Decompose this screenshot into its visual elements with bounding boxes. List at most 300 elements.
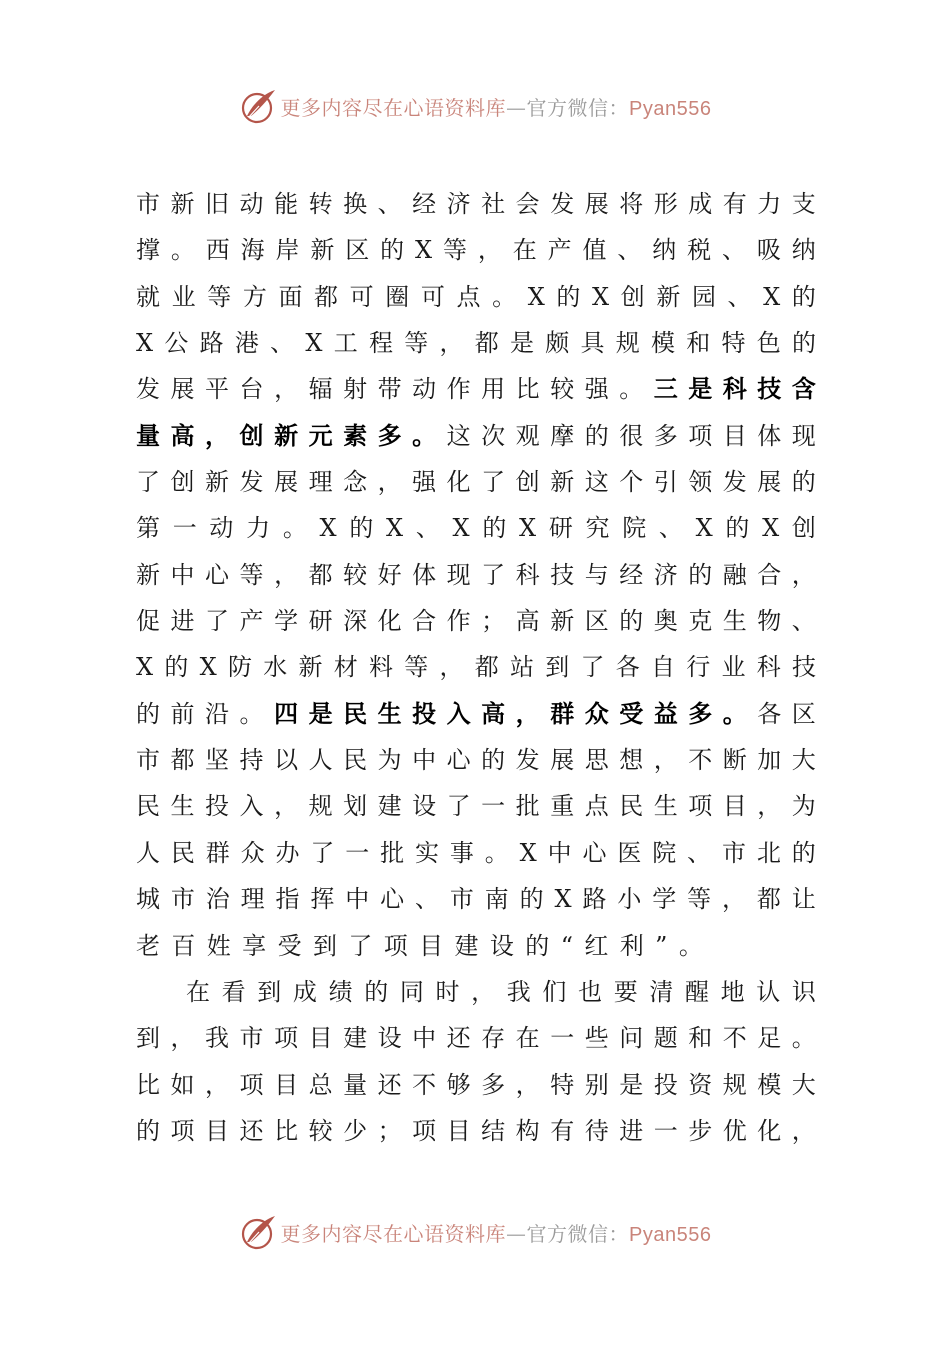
text-char: 持 xyxy=(239,746,264,775)
text-char: 业 xyxy=(721,653,746,682)
text-char: 融 xyxy=(722,560,747,589)
text-char: 进 xyxy=(170,607,195,636)
text-char: 加 xyxy=(757,746,782,775)
text-char: 心 xyxy=(446,746,471,775)
text-char: 还 xyxy=(446,1024,471,1053)
text-char: 受 xyxy=(619,698,644,728)
text-char: 海 xyxy=(240,236,265,265)
text-line xyxy=(136,830,816,876)
text-char: 可 xyxy=(420,282,445,311)
text-char: 观 xyxy=(515,421,540,450)
text-char: 特 xyxy=(721,329,746,358)
text-char: 实 xyxy=(415,838,439,867)
text-char: 、 xyxy=(617,236,642,265)
text-char: 会 xyxy=(515,190,540,218)
text-char: 路 xyxy=(582,885,607,914)
text-char: 等 xyxy=(404,329,429,358)
text-char: 医 xyxy=(617,838,642,867)
text-char: X xyxy=(519,838,537,867)
text-char: 项 xyxy=(274,1024,299,1053)
text-char: 投 xyxy=(205,792,230,821)
text-char: 。 xyxy=(484,838,509,867)
text-char: 的 xyxy=(519,885,544,914)
text-char: “ xyxy=(560,931,573,960)
text-line xyxy=(136,783,816,829)
text-char: 心 xyxy=(582,838,607,867)
text-char: 了 xyxy=(310,838,335,867)
text-char: 心 xyxy=(380,885,405,914)
text-char: 的 xyxy=(349,514,374,543)
text-char: 目 xyxy=(308,1024,333,1053)
text-char: 创 xyxy=(170,468,195,497)
text-char: 看 xyxy=(221,977,246,1006)
text-char: 展 xyxy=(757,468,782,497)
text-line xyxy=(136,227,816,273)
text-char: 理 xyxy=(308,468,333,497)
text-char: 发 xyxy=(239,468,264,497)
document-body xyxy=(136,181,816,1154)
text-char: 体 xyxy=(757,421,782,450)
text-char: 岸 xyxy=(275,236,300,265)
text-char: 研 xyxy=(548,514,573,543)
text-char: X xyxy=(763,282,781,311)
text-char: 城 xyxy=(136,885,160,914)
text-char: 形 xyxy=(653,190,678,218)
text-char: 设 xyxy=(489,931,514,960)
text-char: 识 xyxy=(791,977,816,1006)
watermark-text xyxy=(281,1218,712,1247)
text-char: 问 xyxy=(619,1024,644,1053)
text-char: 一 xyxy=(481,792,506,821)
text-char: ， xyxy=(653,746,678,775)
text-char: 都 xyxy=(170,746,195,775)
text-char: 院 xyxy=(622,514,647,543)
text-char: 领 xyxy=(688,468,713,497)
text-char: 小 xyxy=(617,885,642,914)
text-char: 入 xyxy=(239,792,264,821)
text-char: 税 xyxy=(687,236,712,265)
text-char: 批 xyxy=(380,838,405,867)
text-char: 够 xyxy=(446,1070,471,1099)
text-char: 还 xyxy=(239,1116,264,1145)
text-char: 济 xyxy=(653,560,678,589)
text-char: 、 xyxy=(687,838,712,867)
text-char: 等 xyxy=(207,282,232,311)
text-char: 高 xyxy=(515,607,540,636)
text-char: 市 xyxy=(239,1024,264,1053)
text-char: 新 xyxy=(550,468,575,497)
text-char: 在 xyxy=(186,977,210,1006)
text-char: X xyxy=(695,514,713,543)
text-char: 公 xyxy=(164,329,189,358)
text-char: 进 xyxy=(619,1116,644,1145)
watermark-wechat-id: Pyan556 xyxy=(629,97,712,120)
text-char: 。 xyxy=(492,282,517,311)
text-char: X xyxy=(762,514,780,543)
text-char: ； xyxy=(377,1116,402,1145)
text-char: ， xyxy=(757,792,782,821)
text-char: 西 xyxy=(205,236,230,265)
text-char: 展 xyxy=(170,375,195,404)
text-char: 规 xyxy=(615,329,640,358)
text-char: 行 xyxy=(686,653,711,682)
text-char: 新 xyxy=(274,420,299,450)
text-char: 技 xyxy=(757,374,782,404)
text-char: 、 xyxy=(727,282,752,311)
text-char: 等 xyxy=(239,560,264,589)
text-char: 的 xyxy=(791,838,816,867)
text-char: 。 xyxy=(791,1024,816,1053)
text-char: 园 xyxy=(691,282,716,311)
text-char: 模 xyxy=(650,329,675,358)
text-char: 科 xyxy=(756,653,781,682)
text-char: 现 xyxy=(446,560,471,589)
text-char: 新 xyxy=(550,607,575,636)
text-char: 大 xyxy=(791,746,816,775)
text-char: 是 xyxy=(509,329,534,358)
text-char: 如 xyxy=(170,1070,195,1099)
text-char: 中 xyxy=(547,838,572,867)
text-char: 大 xyxy=(791,1070,816,1099)
text-char: 目 xyxy=(419,931,444,960)
text-char: 断 xyxy=(722,746,747,775)
text-char: 、 xyxy=(377,190,402,218)
text-char: 市 xyxy=(136,746,160,775)
text-char: 群 xyxy=(550,698,575,728)
text-char: 存 xyxy=(481,1024,506,1053)
text-char: ， xyxy=(274,560,299,589)
text-char: 研 xyxy=(308,607,333,636)
text-char: 成 xyxy=(688,190,713,218)
text-char: 办 xyxy=(275,838,300,867)
text-char: 多 xyxy=(653,421,678,450)
text-char: 用 xyxy=(481,375,506,404)
text-char: ， xyxy=(274,375,299,404)
text-char: 新 xyxy=(298,653,323,682)
text-char: X xyxy=(136,329,154,358)
text-char: 现 xyxy=(791,421,816,450)
text-char: 四 xyxy=(274,698,299,728)
text-char: 了 xyxy=(348,931,373,960)
text-char: 、 xyxy=(415,885,439,914)
text-char: 。 xyxy=(412,420,437,450)
text-char: 经 xyxy=(412,190,437,218)
text-char: 作 xyxy=(446,375,471,404)
text-char: 在 xyxy=(515,1024,540,1053)
text-char: 一 xyxy=(345,838,370,867)
text-char: 众 xyxy=(240,838,265,867)
text-char: 都 xyxy=(314,282,339,311)
text-char: 人 xyxy=(308,746,333,775)
text-char: 高 xyxy=(481,698,506,728)
text-char: 坚 xyxy=(205,746,230,775)
text-char: 等 xyxy=(404,653,429,682)
text-char: 们 xyxy=(542,977,567,1006)
text-char: 的 xyxy=(481,746,506,775)
text-char: 为 xyxy=(791,792,816,821)
text-char: 强 xyxy=(584,375,609,404)
text-char: 这 xyxy=(446,421,471,450)
text-char: 目 xyxy=(274,1070,299,1099)
text-char: ， xyxy=(515,1070,540,1099)
text-char: 区 xyxy=(345,236,370,265)
text-char: 到 xyxy=(136,1024,160,1053)
text-char: 各 xyxy=(757,699,782,728)
text-char: 创 xyxy=(620,282,645,311)
text-char: 为 xyxy=(377,746,402,775)
text-char: 点 xyxy=(584,792,609,821)
text-char: 中 xyxy=(345,885,370,914)
text-char: 都 xyxy=(756,885,781,914)
text-char: 辐 xyxy=(308,375,333,404)
watermark-prefix: 更多内容尽在心语资料库 xyxy=(280,95,507,120)
quill-logo-icon xyxy=(239,86,279,126)
text-char: X xyxy=(386,514,404,543)
text-char: 多 xyxy=(377,420,402,450)
text-char: 批 xyxy=(515,792,540,821)
text-char: 人 xyxy=(136,838,160,867)
text-char: 一 xyxy=(172,514,197,543)
text-char: 了 xyxy=(580,653,605,682)
text-char: 旧 xyxy=(205,190,230,218)
text-char: 射 xyxy=(343,375,368,404)
text-char: 强 xyxy=(412,468,437,497)
text-line xyxy=(136,969,816,1015)
text-char: 想 xyxy=(619,746,644,775)
text-char: 具 xyxy=(580,329,605,358)
text-char: 认 xyxy=(756,977,781,1006)
text-char: 化 xyxy=(377,607,402,636)
text-char: 和 xyxy=(688,1024,713,1053)
text-char: 项 xyxy=(383,931,408,960)
text-char: 好 xyxy=(377,560,402,589)
text-char: 模 xyxy=(757,1070,782,1099)
text-char: 的 xyxy=(556,282,581,311)
text-char: 产 xyxy=(239,607,264,636)
text-char: 动 xyxy=(239,190,264,218)
text-char: 点 xyxy=(456,282,481,311)
text-char: 和 xyxy=(686,329,711,358)
text-char: 合 xyxy=(757,560,782,589)
text-char: 待 xyxy=(584,1116,609,1145)
text-char: X xyxy=(519,514,537,543)
text-char: 新 xyxy=(310,236,335,265)
text-char: 南 xyxy=(484,885,509,914)
text-char: 资 xyxy=(688,1070,713,1099)
text-char: 创 xyxy=(791,514,816,543)
text-char: 奥 xyxy=(653,607,678,636)
text-char: 别 xyxy=(584,1070,609,1099)
text-char: 优 xyxy=(722,1116,747,1145)
text-char: 到 xyxy=(312,931,337,960)
text-char: 学 xyxy=(652,885,677,914)
text-char: 转 xyxy=(308,190,333,218)
text-char: 的 xyxy=(619,607,644,636)
text-char: ， xyxy=(515,698,540,728)
text-char: 三 xyxy=(653,374,678,404)
text-char: 建 xyxy=(377,792,402,821)
text-char: 撑 xyxy=(136,236,160,265)
text-char: 市 xyxy=(136,190,160,218)
text-char: 重 xyxy=(550,792,575,821)
text-char: 较 xyxy=(308,1116,333,1145)
text-char: 圈 xyxy=(385,282,410,311)
text-char: 创 xyxy=(515,468,540,497)
text-char: 的 xyxy=(725,514,750,543)
text-char: 较 xyxy=(343,560,368,589)
text-line xyxy=(136,598,816,644)
text-char: 发 xyxy=(550,190,575,218)
text-char: 纳 xyxy=(791,236,816,265)
text-char: 中 xyxy=(412,746,437,775)
text-char: 就 xyxy=(136,282,160,311)
text-char: X xyxy=(136,653,154,682)
text-char: ， xyxy=(721,885,746,914)
text-char: 方 xyxy=(242,282,267,311)
text-char: 深 xyxy=(343,607,368,636)
text-line xyxy=(136,1015,816,1061)
text-char: 。 xyxy=(170,236,195,265)
text-char: 百 xyxy=(171,931,196,960)
text-char: 规 xyxy=(308,792,333,821)
text-char: 支 xyxy=(791,190,816,218)
text-char: 科 xyxy=(515,560,540,589)
text-char: 很 xyxy=(619,421,644,450)
text-char: 多 xyxy=(481,1070,506,1099)
text-char: 市 xyxy=(170,885,195,914)
text-char: 力 xyxy=(246,514,271,543)
text-char: 是 xyxy=(619,1070,644,1099)
text-line xyxy=(136,737,816,783)
text-char: 料 xyxy=(368,653,393,682)
text-char: 群 xyxy=(205,838,230,867)
text-char: 中 xyxy=(412,1024,437,1053)
text-char: 让 xyxy=(791,885,816,914)
text-line xyxy=(136,876,816,922)
text-char: 。 xyxy=(619,375,644,404)
text-char: 元 xyxy=(308,420,333,450)
text-char: ， xyxy=(439,329,464,358)
text-char: 的 xyxy=(688,560,713,589)
text-line xyxy=(136,1062,816,1108)
text-char: 时 xyxy=(435,977,460,1006)
text-char: 理 xyxy=(240,885,265,914)
text-char: 量 xyxy=(343,1070,368,1099)
text-char: 目 xyxy=(722,421,747,450)
text-char: ” xyxy=(655,931,668,960)
text-char: 次 xyxy=(481,421,506,450)
text-char: 姓 xyxy=(206,931,231,960)
text-char: 纳 xyxy=(652,236,677,265)
text-char: 技 xyxy=(550,560,575,589)
text-char: 沿 xyxy=(205,699,230,728)
text-char: 防 xyxy=(227,653,252,682)
text-char: 化 xyxy=(446,468,471,497)
text-char: 一 xyxy=(550,1024,575,1053)
text-char: 等 xyxy=(687,885,712,914)
text-char: 到 xyxy=(257,977,282,1006)
text-char: 的 xyxy=(164,653,189,682)
text-char: 不 xyxy=(688,746,713,775)
text-char: 北 xyxy=(756,838,781,867)
text-char: 的 xyxy=(791,468,816,497)
watermark-text xyxy=(281,92,712,121)
text-char: 民 xyxy=(170,838,195,867)
text-char: 发 xyxy=(722,468,747,497)
text-char: 清 xyxy=(649,977,674,1006)
text-char: ， xyxy=(791,560,816,589)
text-char: 作 xyxy=(446,607,471,636)
text-char: 治 xyxy=(205,885,230,914)
text-char: 是 xyxy=(308,698,333,728)
text-char: 化 xyxy=(757,1116,782,1145)
text-char: 都 xyxy=(474,329,499,358)
text-line xyxy=(136,320,816,366)
text-char: X xyxy=(554,885,572,914)
text-char: 材 xyxy=(333,653,358,682)
text-char: 市 xyxy=(449,885,474,914)
text-char: 建 xyxy=(343,1024,368,1053)
text-char: 展 xyxy=(274,468,299,497)
text-char: 展 xyxy=(550,746,575,775)
text-char: 展 xyxy=(584,190,609,218)
text-char: 社 xyxy=(481,190,506,218)
text-char: 的 xyxy=(791,282,816,311)
text-char: 了 xyxy=(136,468,160,497)
text-char: ， xyxy=(170,1024,195,1053)
text-char: 动 xyxy=(412,375,437,404)
text-char: 都 xyxy=(474,653,499,682)
text-char: 的 xyxy=(482,514,507,543)
text-char: 带 xyxy=(377,375,402,404)
text-char: 究 xyxy=(585,514,610,543)
text-char: 特 xyxy=(550,1070,575,1099)
text-char: 设 xyxy=(412,792,437,821)
text-char: 生 xyxy=(722,607,747,636)
text-char: 比 xyxy=(515,375,540,404)
text-char: 事 xyxy=(449,838,474,867)
text-char: X xyxy=(415,236,433,265)
text-char: 。 xyxy=(282,514,307,543)
text-char: ， xyxy=(439,653,464,682)
text-char: 了 xyxy=(481,560,506,589)
text-char: 的 xyxy=(380,236,405,265)
text-char: 我 xyxy=(506,977,531,1006)
text-char: 题 xyxy=(653,1024,678,1053)
text-line xyxy=(136,274,816,320)
text-char: 规 xyxy=(722,1070,747,1099)
text-char: ， xyxy=(791,1116,816,1145)
text-char: 新 xyxy=(656,282,681,311)
text-char: 的 xyxy=(791,329,816,358)
text-char: 些 xyxy=(584,1024,609,1053)
text-char: 克 xyxy=(688,607,713,636)
text-char: ， xyxy=(205,1070,230,1099)
text-char: 了 xyxy=(205,607,230,636)
text-char: 目 xyxy=(722,792,747,821)
text-char: 都 xyxy=(308,560,333,589)
text-char: 生 xyxy=(170,792,195,821)
text-char: 要 xyxy=(613,977,638,1006)
text-char: 将 xyxy=(619,190,644,218)
text-char: 挥 xyxy=(310,885,335,914)
text-char: 业 xyxy=(171,282,196,311)
text-char: 受 xyxy=(277,931,302,960)
text-char: 众 xyxy=(584,698,609,728)
text-char: 醒 xyxy=(684,977,709,1006)
text-char: 有 xyxy=(722,190,747,218)
text-char: 物 xyxy=(757,607,782,636)
